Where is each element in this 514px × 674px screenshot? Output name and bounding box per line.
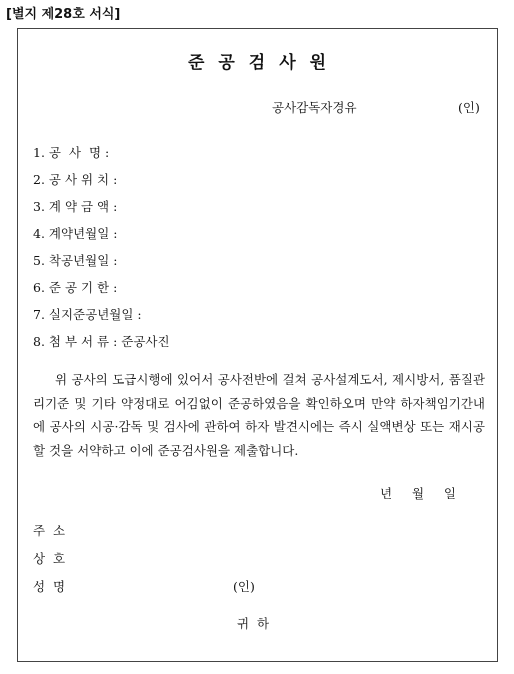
addressee-honorific: 귀 하	[237, 616, 270, 631]
supervisor-via-label: 공사감독자경유	[272, 100, 357, 115]
address-label: 주 소	[33, 523, 66, 538]
item-contract-date: 4. 계약년월일 :	[33, 226, 118, 241]
declaration-text: 위 공사의 도급시행에 있어서 공사전반에 걸쳐 공사설계도서, 제시방서, 품질관리기준 및 기타 약정대로 어김없이 준공하였음을 확인하오며 만약 하자책임기간내에 공사의 시공·감독 및 검사에 관하여 하자 발견시에는 즉시 실액변상 또는 재시공할 것을 서약하고 이에 준공검사원을 제출합니다.	[33, 372, 485, 458]
supervisor-seal-mark: (인)	[458, 100, 480, 115]
item-contract-amount: 3. 계 약 금 액 :	[33, 199, 118, 214]
item-start-date: 5. 착공년월일 :	[33, 253, 118, 268]
item-actual-completion-date: 7. 실지준공년월일 :	[33, 307, 142, 322]
name-label: 성 명	[33, 579, 66, 594]
form-number-label: [별지 제28호 서식]	[6, 7, 121, 22]
item-completion-deadline: 6. 준 공 기 한 :	[33, 280, 118, 295]
date-line: 년 월 일	[380, 486, 456, 501]
signature-seal-mark: (인)	[233, 579, 255, 594]
company-label: 상 호	[33, 551, 66, 566]
item-attachments: 8. 첨 부 서 류 : 준공사진	[33, 334, 170, 349]
document-title: 준공검사원	[187, 53, 341, 73]
item-project-name: 1. 공 사 명 :	[33, 145, 110, 160]
item-project-location: 2. 공 사 위 치 :	[33, 172, 118, 187]
declaration-paragraph	[33, 368, 485, 462]
